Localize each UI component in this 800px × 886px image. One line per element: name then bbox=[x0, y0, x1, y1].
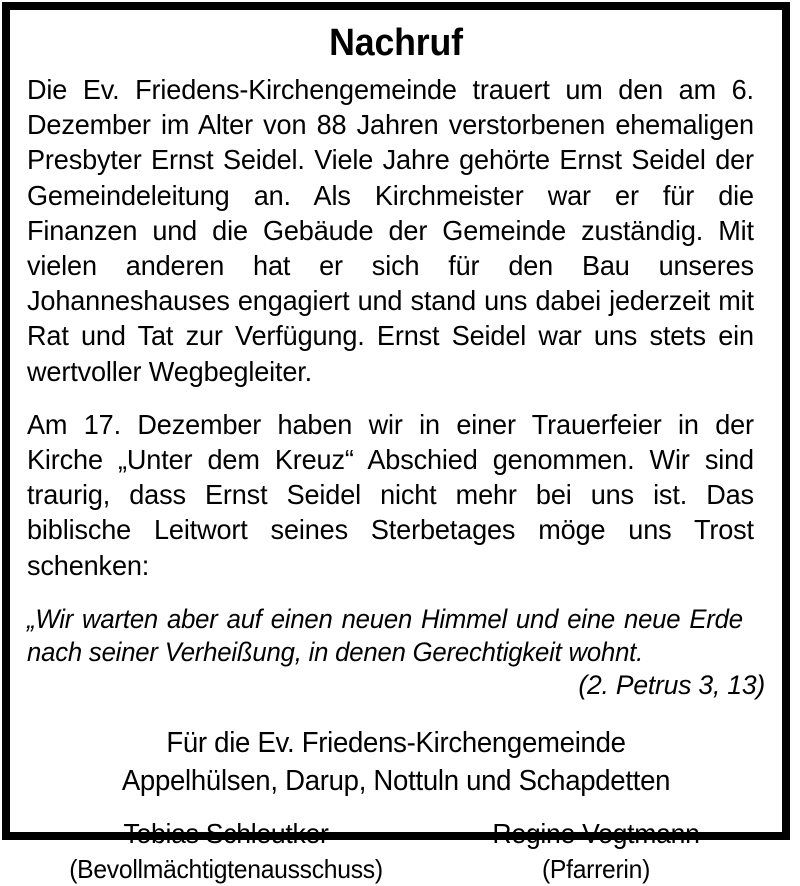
page-title: Nachruf bbox=[329, 22, 463, 64]
obituary-notice-body bbox=[10, 10, 782, 884]
signatory-role: (Pfarrerin) bbox=[541, 853, 651, 884]
signatory-name: Regine Vogtmann bbox=[492, 817, 700, 849]
congregation-line-1: Für die Ev. Friedens-Kirchengemeinde bbox=[166, 726, 626, 759]
congregation-line-2: Appelhülsen, Darup, Nottuln und Schapdetten bbox=[121, 764, 671, 797]
obituary-notice-frame bbox=[2, 2, 790, 884]
signatories-block bbox=[27, 816, 765, 886]
signatory-name: Tobias Schleutker bbox=[123, 817, 329, 849]
congregation-block bbox=[27, 724, 765, 800]
scripture-quote: „Wir warten aber auf einen neuen Himmel und eine neue Erde nach seiner Verheißung, in denen Gerechtigkeit wohnt. bbox=[27, 603, 743, 667]
obituary-paragraph-2: Am 17. Dezember haben wir in einer Trauerfeier in der Kirche „Unter dem Kreuz“ Abschied genommen. Wir sind traurig, dass Ernst Seidel nicht mehr bei uns ist. Das biblische Leitwort seines Sterbetages möge uns Trost schenken: bbox=[27, 408, 754, 581]
signatory-role: (Bevollmächtigtenausschuss) bbox=[69, 853, 383, 884]
obituary-paragraph-1: Die Ev. Friedens-Kirchengemeinde trauert um den am 6. Dezember im Alter von 88 Jahren verstorbenen ehemaligen Presbyter Ernst Seidel. Viele Jahre gehörte Ernst Seidel der Gemeindeleitung an. Als Kirchmeister war er für die Finanzen und die Gebäude der Gemeinde zuständig. Mit vielen anderen hat er sich für den Bau unseres Johanneshauses engagiert und stand uns dabei jederzeit mit Rat und Tat zur Verfügung. Ernst Seidel war uns stets ein wertvoller Wegbegleiter. bbox=[27, 74, 754, 387]
signatory-tobias-schleutker bbox=[26, 816, 426, 886]
signatory-regine-vogtmann bbox=[426, 816, 766, 886]
scripture-reference: (2. Petrus 3, 13) bbox=[578, 669, 765, 700]
scripture-block bbox=[27, 603, 765, 702]
